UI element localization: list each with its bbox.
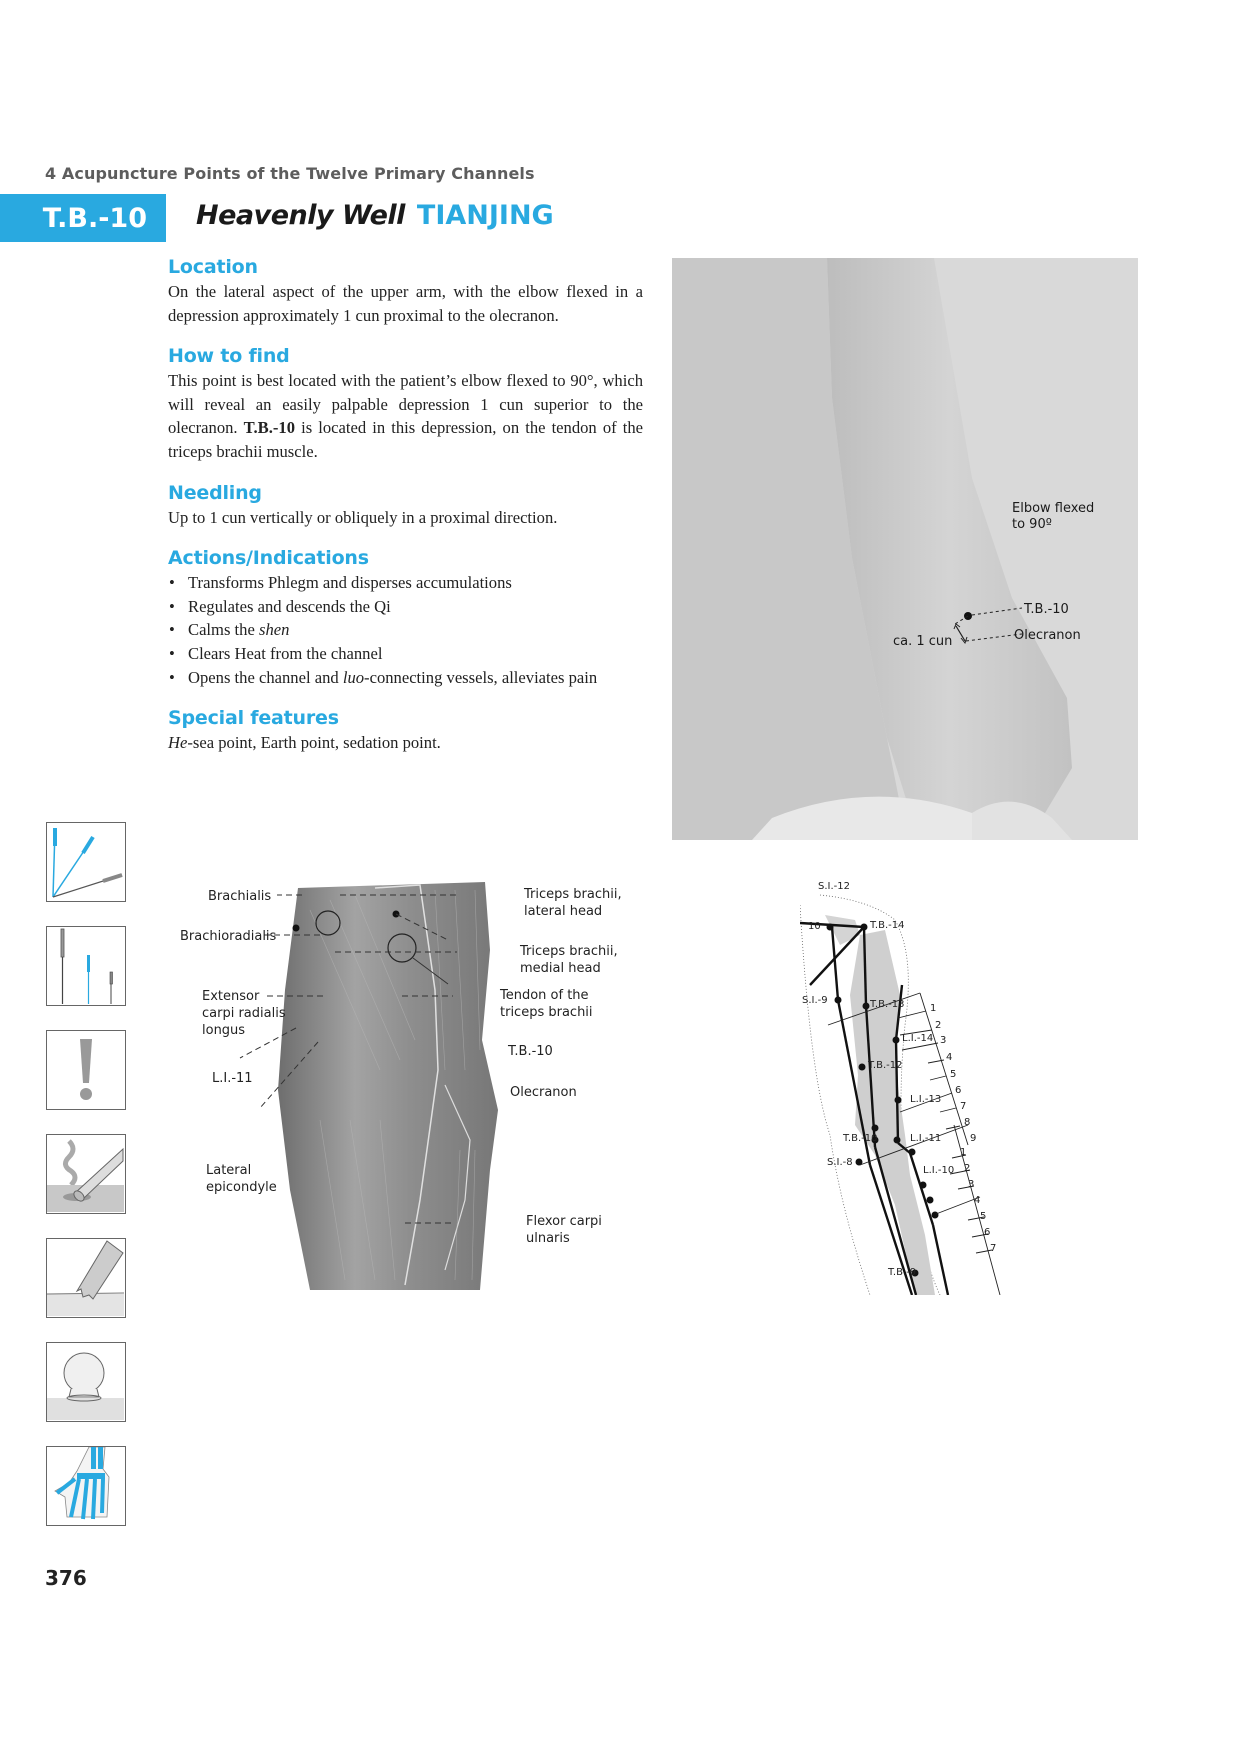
channel-label-li11: L.I.-11 [910, 1133, 942, 1144]
section-needling [168, 482, 643, 530]
channel-label-li10: L.I.-10 [923, 1165, 955, 1176]
section-location [168, 256, 643, 327]
label-triceps-lateral-head: Triceps brachii, lateral head [524, 887, 622, 919]
text-part: -sea point, Earth point, sedation point. [187, 733, 441, 753]
photo-label-olecranon: Olecranon [1014, 628, 1081, 643]
cun-scale-lower: 6 [984, 1227, 991, 1238]
label-brachialis: Brachialis [208, 889, 272, 904]
cun-scale-lower: 4 [974, 1195, 981, 1206]
channel-label-si8: S.I.-8 [827, 1157, 853, 1168]
channel-label-si9: S.I.-9 [802, 995, 828, 1006]
point-code-badge [0, 194, 166, 242]
moxibustion-icon [46, 1134, 126, 1214]
cun-scale-upper: 5 [950, 1069, 957, 1080]
label-brachioradialis: Brachioradialis [180, 929, 277, 944]
label-ecrl: Extensor carpi radialis longus [202, 989, 286, 1038]
section-heading: How to find [168, 345, 290, 368]
photo-annotations [672, 258, 1138, 840]
cun-scale-upper: 3 [940, 1035, 947, 1046]
cun-scale-upper: 8 [964, 1117, 971, 1128]
point-english-name: Heavenly Well [196, 200, 405, 231]
section-text: Up to 1 cun vertically or obliquely in a proximal direction. [168, 507, 558, 527]
channel-label-tb9: T.B.-9 [888, 1267, 917, 1278]
point-title [196, 200, 554, 231]
anatomy-illustration [180, 870, 640, 1300]
page-number: 376 [45, 1566, 87, 1590]
list-item: • Clears Heat from the channel [168, 642, 643, 666]
label-flexor-carpi-ulnaris: Flexor carpi ulnaris [526, 1214, 602, 1246]
list-item: • Calms the shen [168, 618, 643, 642]
chapter-header: 4 Acupuncture Points of the Twelve Primary Channels [45, 164, 535, 183]
point-code: T.B.-10 [42, 202, 147, 234]
section-special-features [168, 707, 643, 755]
actions-list [168, 571, 643, 689]
cun-scale-upper: 1 [930, 1003, 937, 1014]
distance-arrow [956, 626, 965, 641]
bleeding-lancet-icon [46, 1238, 126, 1318]
photo-label-elbow: Elbow flexed to 90º [1012, 501, 1095, 532]
section-heading: Special features [168, 707, 339, 730]
section-heading: Needling [168, 481, 262, 504]
section-actions [168, 547, 643, 689]
arm-photo [672, 258, 1138, 840]
section-heading: Actions/Indications [168, 547, 369, 570]
caution-icon [46, 1030, 126, 1110]
cun-scale-lower: 3 [968, 1179, 975, 1190]
section-text: On the lateral aspect of the upper arm, with the elbow flexed in a depression approximately 1 cun proximal to the olecranon. [168, 282, 643, 325]
text-part: is located in this depression, on the tendon of the triceps brachii muscle. [168, 418, 644, 461]
text-part: This point is best located with the patient’s elbow flexed to 90°, which will reveal an easily palpable depression 1 cun superior to the olecranon. [168, 371, 643, 438]
channel-diagram [800, 875, 1030, 1295]
list-item: • Regulates and descends the Qi [168, 595, 643, 619]
label-triceps-medial-head: Triceps brachii, medial head [520, 944, 618, 976]
cun-scale-upper: 2 [935, 1020, 942, 1031]
section-text [168, 369, 643, 463]
label-tb10: T.B.-10 [508, 1044, 553, 1059]
label-lateral-epicondyle: Lateral epicondyle [206, 1163, 277, 1195]
section-how-to-find [168, 345, 643, 463]
channel-label-li14: L.I.-14 [902, 1033, 934, 1044]
channel-label-tb14: T.B.-14 [870, 920, 905, 931]
point-pinyin: TIANJING [416, 200, 554, 231]
photo-label-tb10: T.B.-10 [1024, 602, 1069, 617]
list-item: • Transforms Phlegm and disperses accumulations [168, 571, 643, 595]
needling-angle-icon [46, 822, 126, 902]
cun-scale-upper: 6 [955, 1085, 962, 1096]
channel-label-tb12: T.B.-12 [868, 1060, 903, 1071]
section-text [168, 731, 643, 755]
text-column [168, 256, 643, 773]
label-olecranon: Olecranon [510, 1085, 577, 1100]
channel-label-li13: L.I.-13 [910, 1094, 942, 1105]
text-emphasis: He [168, 733, 188, 753]
channel-label-tb13: T.B.-13 [870, 999, 905, 1010]
cun-scale-upper: 9 [970, 1133, 977, 1144]
cun-scale-lower: 7 [990, 1243, 997, 1254]
channel-label-tb10: T.B.-10 [843, 1133, 878, 1144]
cun-scale-upper: 4 [946, 1052, 953, 1063]
section-heading: Location [168, 256, 258, 278]
cun-scale-upper: 7 [960, 1101, 967, 1112]
channel-label-si10: 10 [808, 921, 821, 932]
channel-drawing [800, 875, 1030, 1295]
photo-label-distance: ca. 1 cun [893, 634, 953, 649]
hand-skeleton-icon [46, 1446, 126, 1526]
cun-scale-lower: 5 [980, 1211, 987, 1222]
label-li11: L.I.-11 [212, 1071, 253, 1086]
label-triceps-tendon: Tendon of the triceps brachii [500, 988, 593, 1020]
cun-scale-lower: 2 [964, 1163, 971, 1174]
list-item: • Opens the channel and luo-connecting vessels, alleviates pain [168, 666, 643, 690]
channel-label-si12: S.I.-12 [818, 881, 850, 892]
cupping-icon [46, 1342, 126, 1422]
point-reference: T.B.-10 [243, 418, 295, 438]
cun-scale-lower: 1 [960, 1147, 967, 1158]
needle-depth-icon [46, 926, 126, 1006]
